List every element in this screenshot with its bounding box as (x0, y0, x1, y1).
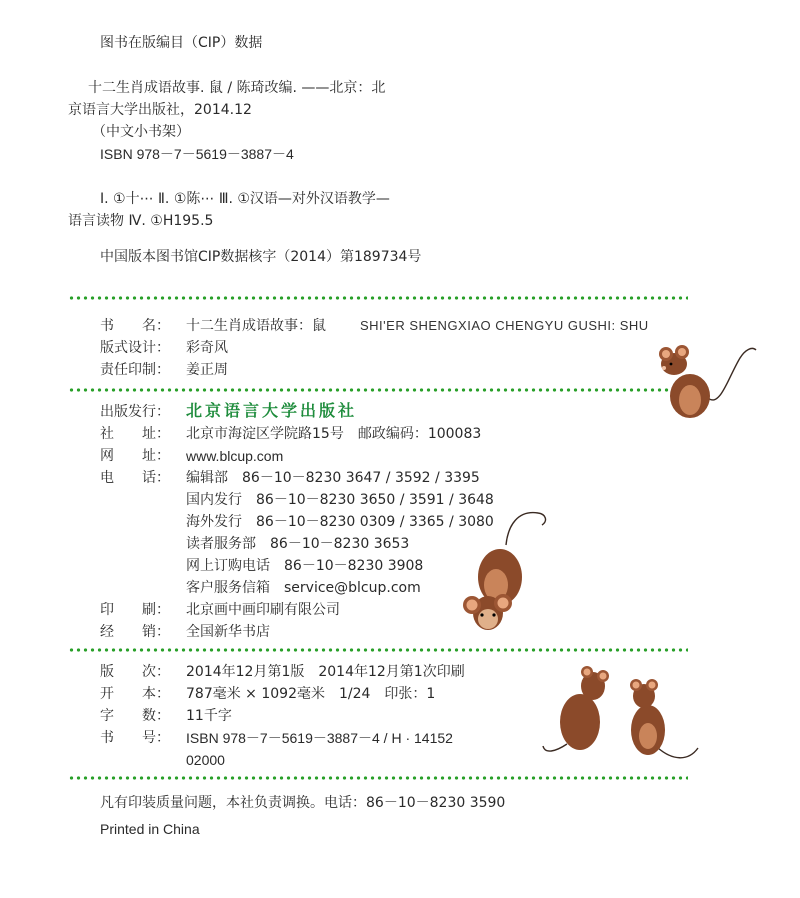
dotted-divider (68, 776, 688, 780)
cip-line-6: 语言读物 Ⅳ. ①H195.5 (68, 213, 214, 229)
mouse-illustration (650, 338, 760, 423)
cip-line-2: 京语言大学出版社，2014.12 (68, 102, 252, 118)
design-label: 版式设计： (100, 340, 170, 356)
website-label: 网 址： (100, 448, 170, 464)
mouse-illustration (535, 662, 620, 762)
cip-verify: 中国版本图书馆CIP数据核字（2014）第189734号 (100, 249, 422, 265)
phone-line: 海外发行 86－10－8230 0309 / 3365 / 3080 (186, 514, 494, 530)
distributor-value: 全国新华书店 (186, 624, 270, 640)
dotted-divider (68, 388, 688, 392)
edition-value: 2014年12月第1版 2014年12月第1次印刷 (186, 664, 465, 680)
mouse-illustration (458, 505, 553, 645)
print-manager-label: 责任印制： (100, 362, 170, 378)
address-value: 北京市海淀区学院路15号 邮政编码：100083 (186, 426, 482, 442)
cip-header: 图书在版编目（CIP）数据 (100, 35, 263, 51)
isbn-label: 书 号： (100, 730, 170, 746)
dotted-divider (68, 648, 688, 652)
book-title-label: 书 名： (100, 318, 170, 334)
publisher-label: 出版发行： (100, 404, 170, 420)
book-title: 十二生肖成语故事：鼠 (186, 318, 326, 334)
isbn-code: 02000 (186, 752, 225, 768)
cip-isbn: ISBN 978－7－5619－3887－4 (100, 146, 294, 162)
cip-line-3: （中文小书架） (92, 124, 190, 140)
word-count-label: 字 数： (100, 708, 170, 724)
publisher-logo: 北京语言大学出版社 (186, 401, 358, 420)
phone-line: 客户服务信箱 service@blcup.com (186, 580, 421, 596)
printed-in: Printed in China (100, 821, 200, 837)
word-count-value: 11千字 (186, 708, 232, 724)
format-value: 787毫米 × 1092毫米 1/24 印张：1 (186, 686, 436, 702)
book-title-pinyin: SHI'ER SHENGXIAO CHENGYU GUSHI: SHU (360, 318, 649, 333)
design-value: 彩奇风 (186, 340, 228, 356)
quality-notice: 凡有印装质量问题，本社负责调换。电话：86－10－8230 3590 (100, 795, 506, 811)
phone-line: 读者服务部 86－10－8230 3653 (186, 536, 410, 552)
website-value: www.blcup.com (186, 448, 284, 464)
isbn-value: ISBN 978－7－5619－3887－4 / H · 14152 (186, 730, 453, 746)
phone-label: 电 话： (100, 470, 170, 486)
address-label: 社 址： (100, 426, 170, 442)
cip-line-5: Ⅰ. ①十⋯ Ⅱ. ①陈⋯ Ⅲ. ①汉语—对外汉语教学— (100, 191, 390, 207)
mouse-illustration (610, 678, 705, 768)
cip-line-1: 十二生肖成语故事. 鼠 / 陈琦改编. ——北京：北 (88, 80, 386, 96)
printer-label: 印 刷： (100, 602, 170, 618)
printer-value: 北京画中画印刷有限公司 (186, 602, 340, 618)
print-manager-value: 姜正周 (186, 362, 228, 378)
phone-line: 国内发行 86－10－8230 3650 / 3591 / 3648 (186, 492, 494, 508)
format-label: 开 本： (100, 686, 170, 702)
distributor-label: 经 销： (100, 624, 170, 640)
phone-line: 编辑部 86－10－8230 3647 / 3592 / 3395 (186, 470, 480, 486)
phone-line: 网上订购电话 86－10－8230 3908 (186, 558, 424, 574)
dotted-divider (68, 296, 688, 300)
edition-label: 版 次： (100, 664, 170, 680)
